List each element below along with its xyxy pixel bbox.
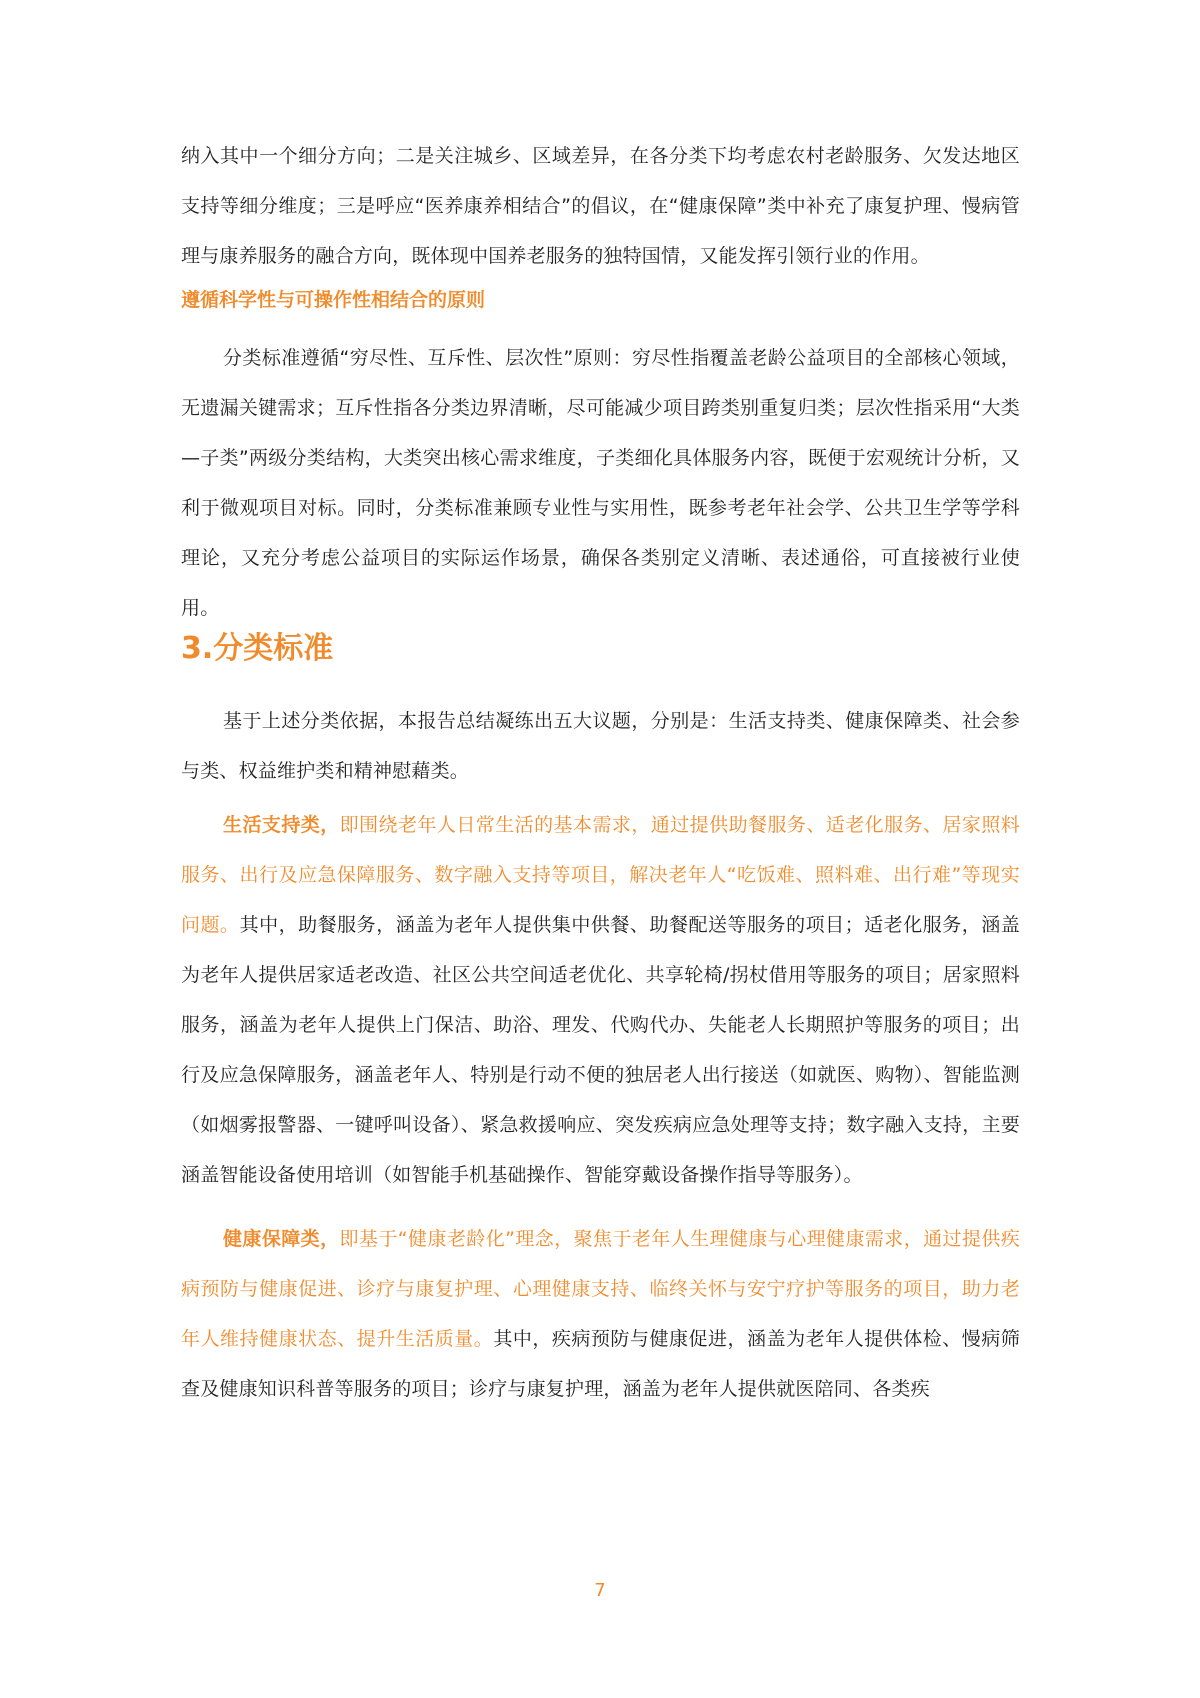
life-support-highlight: 即围绕老年人日常生活的基本需求，通过提供助餐服务、适老化服务、居家照料服务、出行及应急保障服务、数字融入支持等项目，解决老年人“吃饭难、照料难、出行难”等现实问题。 <box>181 814 1020 936</box>
health-highlight: 即基于“健康老龄化”理念，聚焦于老年人生理健康与心理健康需求，通过提供疾病预防与健康促进、诊疗与康复护理、心理健康支持、临终关怀与安宁疗护等服务的项目，助力老年人维持健康状态、提升生活质量。 <box>181 1228 1021 1350</box>
paragraph-intro: 纳入其中一个细分方向；二是关注城乡、区域差异，在各分类下均考虑农村老龄服务、欠发达地区支持等细分维度；三是呼应“医养康养相结合”的倡议，在“健康保障”类中补充了康复护理、慢病管理与康养服务的融合方向，既体现中国养老服务的独特国情，又能发挥引领行业的作用。 <box>181 145 1020 267</box>
document-page <box>181 0 1020 1698</box>
health-body: 其中，疾病预防与健康促进，涵盖为老年人提供体检、慢病筛查及健康知识科普等服务的项目；诊疗与康复护理，涵盖为老年人提供就医陪同、各类疾 <box>181 1328 1021 1400</box>
paragraph-overview: 基于上述分类依据，本报告总结凝练出五大议题，分别是：生活支持类、健康保障类、社会参与类、权益维护类和精神慰藉类。 <box>181 710 1020 782</box>
life-support-title: 生活支持类， <box>223 814 340 836</box>
page-number: 7 <box>594 1580 606 1601</box>
paragraph-life-support <box>181 800 1020 1200</box>
health-title: 健康保障类， <box>223 1228 340 1250</box>
subheading-principle: 遵循科学性与可操作性相结合的原则 <box>181 289 486 311</box>
paragraph-principle: 分类标准遵循“穷尽性、互斥性、层次性”原则：穷尽性指覆盖老龄公益项目的全部核心领域，无遗漏关键需求；互斥性指各分类边界清晰，尽可能减少项目跨类别重复归类；层次性指采用“大类—子类”两级分类结构，大类突出核心需求维度，子类细化具体服务内容，既便于宏观统计分析，又利于微观项目对标。同时，分类标准兼顾专业性与实用性，既参考老年社会学、公共卫生学等学科理论，又充分考虑公益项目的实际运作场景，确保各类别定义清晰、表述通俗，可直接被行业使用。 <box>181 347 1020 619</box>
paragraph-health <box>181 1214 1020 1414</box>
section-heading: 3.分类标准 <box>181 631 334 666</box>
life-support-body: 其中，助餐服务，涵盖为老年人提供集中供餐、助餐配送等服务的项目；适老化服务，涵盖为老年人提供居家适老改造、社区公共空间适老优化、共享轮椅/拐杖借用等服务的项目；居家照料服务，涵盖为老年人提供上门保洁、助浴、理发、代购代办、失能老人长期照护等服务的项目；出行及应急保障服务，涵盖老年人、特别是行动不便的独居老人出行接送（如就医、购物）、智能监测（如烟雾报警器、一键呼叫设备）、紧急救援响应、突发疾病应急处理等支持；数字融入支持，主要涵盖智能设备使用培训（如智能手机基础操作、智能穿戴设备操作指导等服务）。 <box>181 914 1020 1186</box>
